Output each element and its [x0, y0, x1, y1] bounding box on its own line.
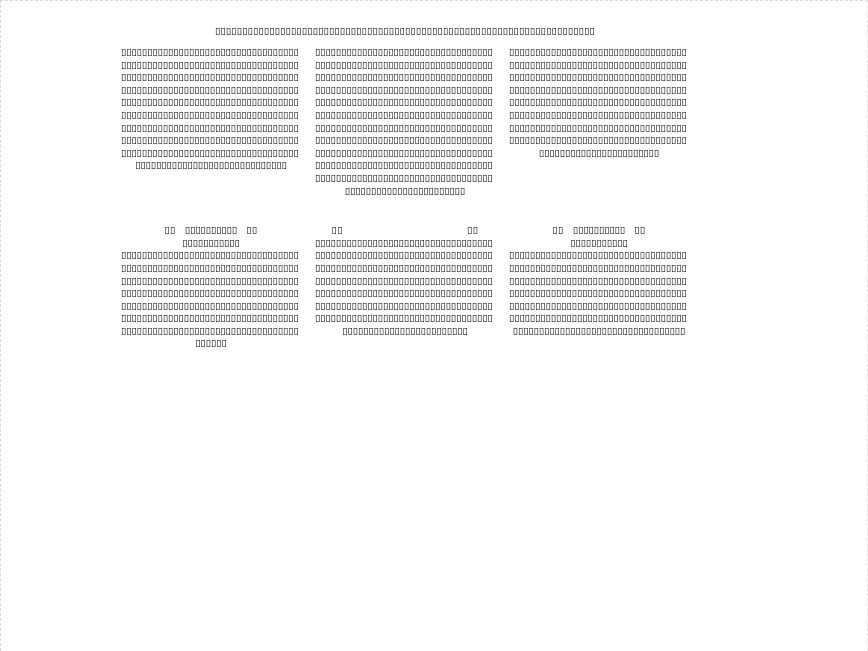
- lower-column-2-mark-right: ▯▯: [467, 225, 479, 237]
- lower-column-1-subheading: ▯▯▯▯▯▯▯▯▯▯▯: [182, 237, 240, 249]
- document-content: [121, 25, 689, 351]
- upper-column-3-paragraph: ▯▯▯▯▯▯▯▯▯▯▯▯▯▯▯▯▯▯▯▯▯▯▯▯▯▯▯▯▯▯▯▯▯▯▯▯▯▯▯▯▯▯▯▯▯▯▯▯▯▯▯▯▯▯▯▯▯▯▯▯▯▯▯▯▯▯▯▯▯▯▯▯▯▯▯▯▯▯▯▯▯▯▯▯▯▯▯▯▯▯▯▯▯▯▯▯▯▯▯▯▯▯▯▯▯▯▯▯▯▯▯▯▯▯▯▯▯▯▯▯▯▯▯▯▯▯▯▯▯▯▯▯▯▯▯▯▯▯▯▯▯▯▯▯▯▯▯▯▯▯▯▯▯▯▯▯▯▯▯▯▯▯▯▯▯▯▯▯▯▯▯▯▯▯▯▯▯▯▯▯▯▯▯▯▯▯▯▯▯▯▯▯▯▯▯▯▯▯▯▯▯▯▯▯▯▯▯▯▯▯▯▯▯▯▯▯▯▯▯▯▯▯▯▯▯▯▯▯▯▯▯▯▯▯▯▯▯▯▯▯▯▯▯▯▯▯▯▯▯▯▯▯▯▯▯▯▯▯▯▯▯▯▯▯▯▯▯▯▯▯▯▯▯▯▯▯▯▯▯▯▯▯▯▯▯▯▯▯▯▯▯▯▯▯▯: [509, 47, 687, 159]
- upper-column-1-paragraph: ▯▯▯▯▯▯▯▯▯▯▯▯▯▯▯▯▯▯▯▯▯▯▯▯▯▯▯▯▯▯▯▯▯▯▯▯▯▯▯▯▯▯▯▯▯▯▯▯▯▯▯▯▯▯▯▯▯▯▯▯▯▯▯▯▯▯▯▯▯▯▯▯▯▯▯▯▯▯▯▯▯▯▯▯▯▯▯▯▯▯▯▯▯▯▯▯▯▯▯▯▯▯▯▯▯▯▯▯▯▯▯▯▯▯▯▯▯▯▯▯▯▯▯▯▯▯▯▯▯▯▯▯▯▯▯▯▯▯▯▯▯▯▯▯▯▯▯▯▯▯▯▯▯▯▯▯▯▯▯▯▯▯▯▯▯▯▯▯▯▯▯▯▯▯▯▯▯▯▯▯▯▯▯▯▯▯▯▯▯▯▯▯▯▯▯▯▯▯▯▯▯▯▯▯▯▯▯▯▯▯▯▯▯▯▯▯▯▯▯▯▯▯▯▯▯▯▯▯▯▯▯▯▯▯▯▯▯▯▯▯▯▯▯▯▯▯▯▯▯▯▯▯▯▯▯▯▯▯▯▯▯▯▯▯▯▯▯▯▯▯▯▯▯▯▯▯▯▯▯▯▯▯▯▯▯▯▯▯▯▯▯▯▯▯▯▯▯▯▯▯▯▯▯▯▯▯▯▯▯▯▯▯▯▯▯▯▯▯▯▯▯▯▯▯▯▯▯▯▯▯▯▯▯▯▯: [121, 47, 299, 172]
- lower-column-2-paragraph: ▯▯▯▯▯▯▯▯▯▯▯▯▯▯▯▯▯▯▯▯▯▯▯▯▯▯▯▯▯▯▯▯▯▯▯▯▯▯▯▯▯▯▯▯▯▯▯▯▯▯▯▯▯▯▯▯▯▯▯▯▯▯▯▯▯▯▯▯▯▯▯▯▯▯▯▯▯▯▯▯▯▯▯▯▯▯▯▯▯▯▯▯▯▯▯▯▯▯▯▯▯▯▯▯▯▯▯▯▯▯▯▯▯▯▯▯▯▯▯▯▯▯▯▯▯▯▯▯▯▯▯▯▯▯▯▯▯▯▯▯▯▯▯▯▯▯▯▯▯▯▯▯▯▯▯▯▯▯▯▯▯▯▯▯▯▯▯▯▯▯▯▯▯▯▯▯▯▯▯▯▯▯▯▯▯▯▯▯▯▯▯▯▯▯▯▯▯▯▯▯▯▯▯▯▯▯▯▯▯▯▯▯▯▯▯▯▯▯▯▯▯▯▯▯▯▯▯▯▯▯▯▯▯▯▯▯▯▯▯▯▯▯▯▯▯▯▯▯▯▯▯▯▯▯▯▯▯▯▯▯▯▯: [315, 237, 493, 337]
- upper-column-1: [121, 47, 301, 173]
- lower-column-2: [315, 225, 495, 338]
- upper-column-2-paragraph: ▯▯▯▯▯▯▯▯▯▯▯▯▯▯▯▯▯▯▯▯▯▯▯▯▯▯▯▯▯▯▯▯▯▯▯▯▯▯▯▯▯▯▯▯▯▯▯▯▯▯▯▯▯▯▯▯▯▯▯▯▯▯▯▯▯▯▯▯▯▯▯▯▯▯▯▯▯▯▯▯▯▯▯▯▯▯▯▯▯▯▯▯▯▯▯▯▯▯▯▯▯▯▯▯▯▯▯▯▯▯▯▯▯▯▯▯▯▯▯▯▯▯▯▯▯▯▯▯▯▯▯▯▯▯▯▯▯▯▯▯▯▯▯▯▯▯▯▯▯▯▯▯▯▯▯▯▯▯▯▯▯▯▯▯▯▯▯▯▯▯▯▯▯▯▯▯▯▯▯▯▯▯▯▯▯▯▯▯▯▯▯▯▯▯▯▯▯▯▯▯▯▯▯▯▯▯▯▯▯▯▯▯▯▯▯▯▯▯▯▯▯▯▯▯▯▯▯▯▯▯▯▯▯▯▯▯▯▯▯▯▯▯▯▯▯▯▯▯▯▯▯▯▯▯▯▯▯▯▯▯▯▯▯▯▯▯▯▯▯▯▯▯▯▯▯▯▯▯▯▯▯▯▯▯▯▯▯▯▯▯▯▯▯▯▯▯▯▯▯▯▯▯▯▯▯▯▯▯▯▯▯▯▯▯▯▯▯▯▯▯▯▯▯▯▯▯▯▯▯▯▯▯▯▯▯▯▯▯▯▯▯▯▯▯▯▯▯▯▯▯▯▯▯▯▯▯▯▯▯▯▯▯▯▯▯▯▯▯▯▯▯▯▯▯▯▯▯▯▯▯▯▯▯▯▯▯▯▯▯▯▯▯▯▯▯▯▯: [315, 47, 493, 197]
- lower-column-3-subheading: ▯▯▯▯▯▯▯▯▯▯▯: [570, 237, 628, 249]
- lower-column-1-heading-mark-left: ▯▯: [164, 225, 176, 237]
- lower-column-3-heading-row: [509, 225, 689, 238]
- upper-column-3: [509, 47, 689, 160]
- band-separator: [121, 198, 689, 225]
- lower-column-3-heading-mark-left: ▯▯: [552, 225, 564, 237]
- lower-column-3: [509, 225, 689, 338]
- lower-column-1-heading-row: [121, 225, 301, 238]
- lower-column-band: [121, 225, 689, 351]
- lower-column-1-heading-mark-right: ▯▯: [246, 225, 258, 237]
- upper-column-2: [315, 47, 495, 198]
- lower-column-2-mark-row: [315, 225, 495, 238]
- lower-column-3-paragraph: ▯▯▯▯▯▯▯▯▯▯▯▯▯▯▯▯▯▯▯▯▯▯▯▯▯▯▯▯▯▯▯▯▯▯▯▯▯▯▯▯▯▯▯▯▯▯▯▯▯▯▯▯▯▯▯▯▯▯▯▯▯▯▯▯▯▯▯▯▯▯▯▯▯▯▯▯▯▯▯▯▯▯▯▯▯▯▯▯▯▯▯▯▯▯▯▯▯▯▯▯▯▯▯▯▯▯▯▯▯▯▯▯▯▯▯▯▯▯▯▯▯▯▯▯▯▯▯▯▯▯▯▯▯▯▯▯▯▯▯▯▯▯▯▯▯▯▯▯▯▯▯▯▯▯▯▯▯▯▯▯▯▯▯▯▯▯▯▯▯▯▯▯▯▯▯▯▯▯▯▯▯▯▯▯▯▯▯▯▯▯▯▯▯▯▯▯▯▯▯▯▯▯▯▯▯▯▯▯▯▯▯▯▯▯▯▯▯▯▯▯▯▯▯▯▯▯▯▯▯▯▯▯▯▯▯▯▯: [509, 250, 687, 337]
- upper-column-band: [121, 47, 689, 198]
- lower-column-3-heading: ▯▯▯▯▯▯▯▯▯▯: [572, 225, 626, 237]
- lower-column-1-heading: ▯▯▯▯▯▯▯▯▯▯: [184, 225, 238, 237]
- lower-column-2-mark-left: ▯▯: [331, 225, 343, 237]
- document-title: ▯▯▯▯▯▯▯▯▯▯▯▯▯▯▯▯▯▯▯▯▯▯▯▯▯▯▯▯▯▯▯▯▯▯▯▯▯▯▯▯▯▯▯▯▯▯▯▯▯▯▯▯▯▯▯▯▯▯▯▯▯▯▯▯▯▯▯▯▯▯: [215, 26, 595, 37]
- lower-column-3-heading-mark-right: ▯▯: [634, 225, 646, 237]
- lower-column-1-paragraph: ▯▯▯▯▯▯▯▯▯▯▯▯▯▯▯▯▯▯▯▯▯▯▯▯▯▯▯▯▯▯▯▯▯▯▯▯▯▯▯▯▯▯▯▯▯▯▯▯▯▯▯▯▯▯▯▯▯▯▯▯▯▯▯▯▯▯▯▯▯▯▯▯▯▯▯▯▯▯▯▯▯▯▯▯▯▯▯▯▯▯▯▯▯▯▯▯▯▯▯▯▯▯▯▯▯▯▯▯▯▯▯▯▯▯▯▯▯▯▯▯▯▯▯▯▯▯▯▯▯▯▯▯▯▯▯▯▯▯▯▯▯▯▯▯▯▯▯▯▯▯▯▯▯▯▯▯▯▯▯▯▯▯▯▯▯▯▯▯▯▯▯▯▯▯▯▯▯▯▯▯▯▯▯▯▯▯▯▯▯▯▯▯▯▯▯▯▯▯▯▯▯▯▯▯▯▯▯▯▯▯▯▯▯▯▯▯▯▯▯▯▯▯▯▯▯▯▯▯▯▯▯▯▯▯▯▯▯▯▯▯▯▯▯▯: [121, 250, 299, 350]
- lower-column-1: [121, 225, 301, 351]
